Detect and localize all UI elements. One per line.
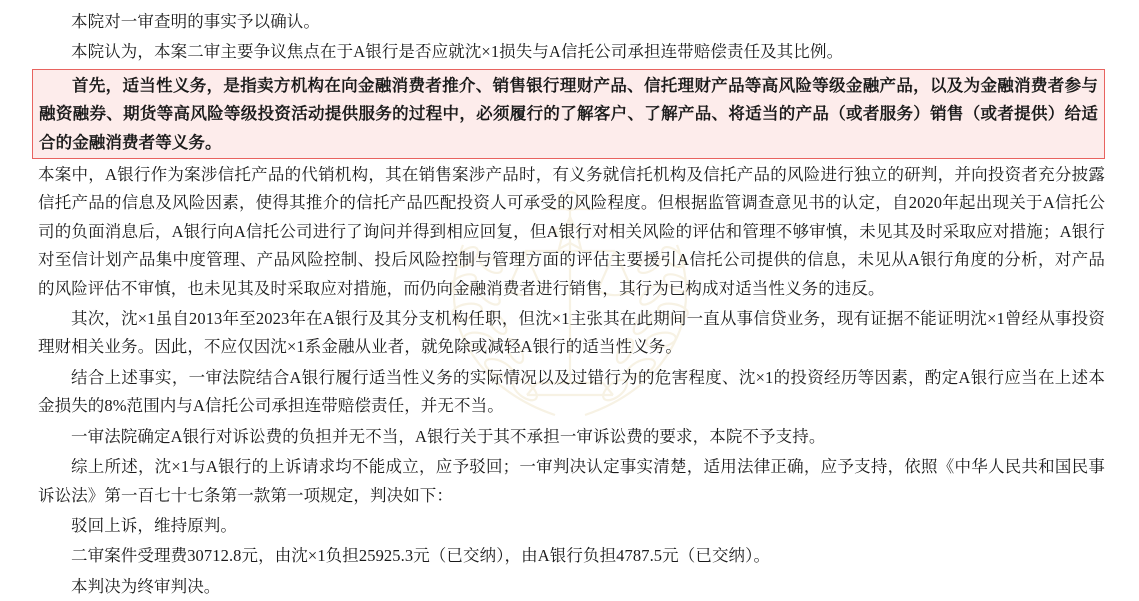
paragraph-7: 一审法院确定A银行对诉讼费的负担并无不当，A银行关于其不承担一审诉讼费的要求，本院不予支持。 bbox=[71, 426, 826, 446]
paragraph-8: 综上所述，沈×1与A银行的上诉请求均不能成立，应予驳回；一审判决认定事实清楚，适用法律正确，应予支持，依照《中华人民共和国民事诉讼法》第一百七十七条第一款第一项规定，判决如下： bbox=[38, 457, 1105, 505]
paragraph-3-highlighted: 首先，适当性义务，是指卖方机构在向金融消费者推介、销售银行理财产品、信托理财产品等高风险等级金融产品，以及为金融消费者参与融资融券、期货等高风险等级投资活动提供服务的过程中，必须履行的了解客户、了解产品、将适当的产品（或者服务）销售（或者提供）给适合的金融消费者等义务。 bbox=[39, 75, 1098, 152]
paragraph-2: 本院认为，本案二审主要争议焦点在于A银行是否应就沈×1损失与A信托公司承担连带赔偿责任及其比例。 bbox=[71, 42, 844, 62]
document-body bbox=[38, 8, 1105, 601]
paragraph-1: 本院对一审查明的事实予以确认。 bbox=[71, 12, 320, 31]
highlighted-paragraph-box bbox=[32, 69, 1105, 159]
paragraph-5: 其次，沈×1虽自2013年至2023年在A银行及其分支机构任职，但沈×1主张其在此期间一直从事信贷业务，现有证据不能证明沈×1曾经从事投资理财相关业务。因此，不应仅因沈×1系金融从业者，就免除或减轻A银行的适当性义务。 bbox=[38, 309, 1105, 357]
paragraph-6: 结合上述事实，一审法院结合A银行履行适当性义务的实际情况以及过错行为的危害程度、沈×1的投资经历等因素，酌定A银行应当在上述本金损失的8%范围内与A信托公司承担连带赔偿责任，并无不当。 bbox=[38, 367, 1105, 416]
paragraph-10-case-fees: 二审案件受理费30712.8元，由沈×1负担25925.3元（已交纳），由A银行负担4787.5元（已交纳）。 bbox=[71, 546, 771, 566]
paragraph-9-judgment-dismissal: 驳回上诉，维持原判。 bbox=[71, 515, 237, 535]
paragraph-11-final-judgment: 本判决为终审判决。 bbox=[71, 576, 221, 596]
paragraph-4: 本案中，A银行作为案涉信托产品的代销机构，其在销售案涉产品时，有义务就信托机构及信托产品的风险进行独立的研判，并向投资者充分披露信托产品的信息及风险因素，使得其推介的信托产品匹配投资人可承受的风险程度。但根据监管调查意见书的认定，自2020年起出现关于A信托公司的负面消息后，A银行向A信托公司进行了询问并得到相应回复，但A银行对相关风险的评估和管理不够审慎，未见其及时采取应对措施；A银行对至信计划产品集中度管理、产品风险控制、投后风险控制与管理方面的评估主要援引A信托公司提供的信息，未见从A银行角度的分析，对产品的风险评估不审慎，也未见其及时采取应对措施，而仍向金融消费者进行销售，其行为已构成对适当性义务的违反。 bbox=[38, 165, 1105, 298]
